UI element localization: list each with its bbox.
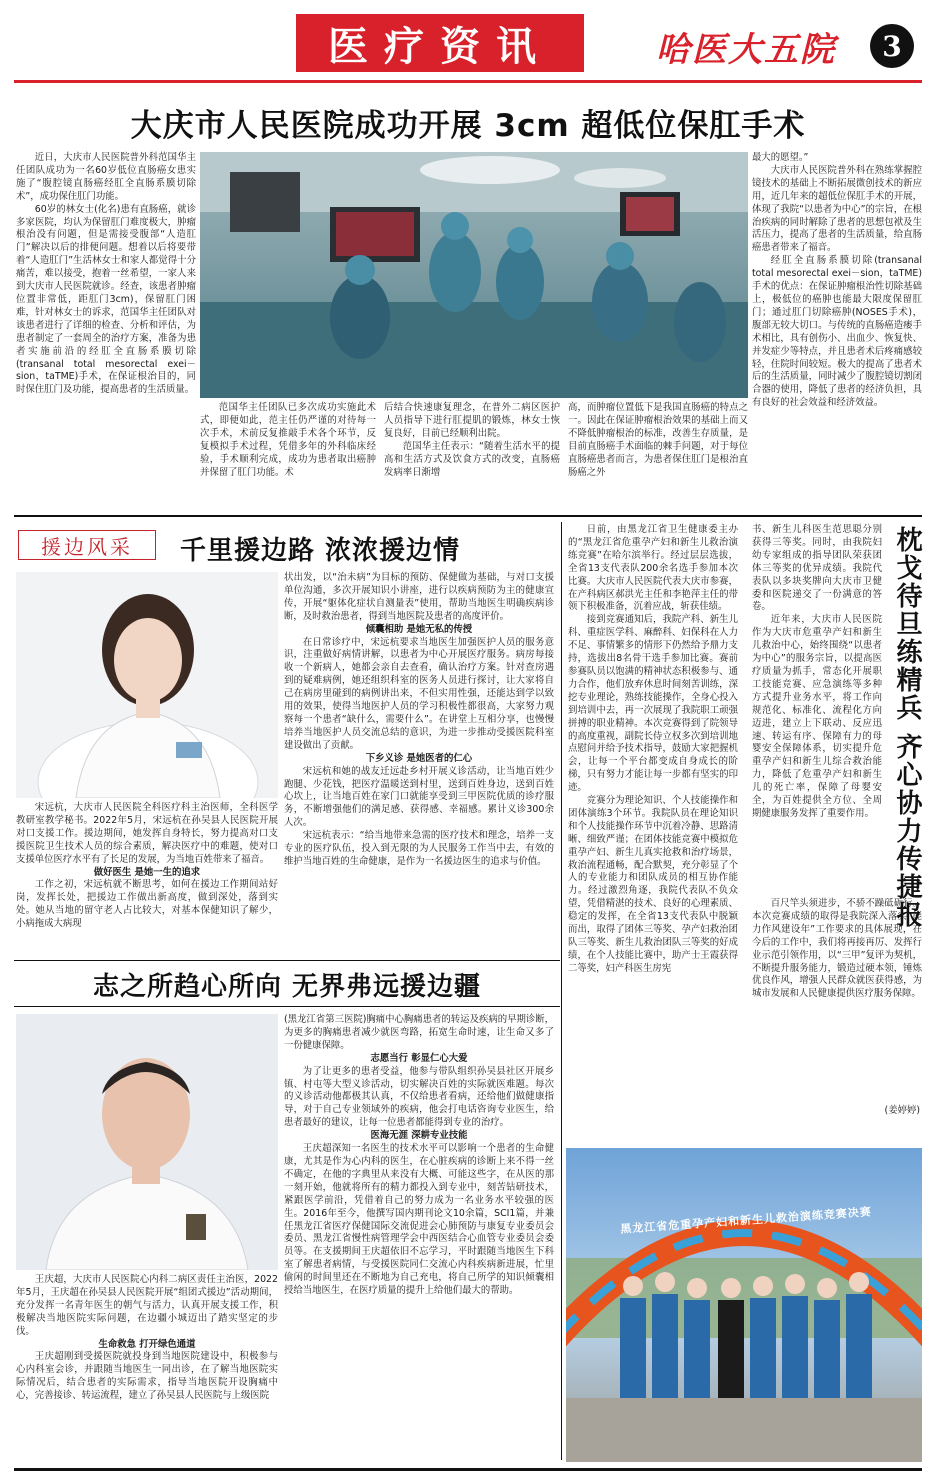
article3-caption: 王庆超，大庆市人民医院心内科二病区责任主治医，2022年5月，王庆超在孙吴县人民医院开展“组团式援边”活动期间，充分发挥一名青年医生的朝气与活力，认真开展支援工作，积极解决当地医院实际问题，在边疆小城迈出了踏实坚定的步伐。 [16, 1274, 278, 1337]
article2-subhead: 倾囊相助 是她无私的传授 [365, 623, 473, 635]
article1-paragraph: 范国华主任团队已多次成功实施此术式，即便如此，范主任仍严谨的对待每一次手术，术前反复推敲手术各个环节，反复模拟手术过程，凭借多年的外科临床经验，手术顺利完成，成功为患者取出癌肿并保留了肛门功能。术 [200, 402, 376, 478]
article2-paragraph: 宋远杭表示：“给当地带来急需的医疗技术和理念，培养一支专业的医疗队伍，投入到无限的为人民服务工作当中去，有效的维护当地百姓的生命健康，是作为一名援边医生的追求与价值。 [284, 830, 554, 867]
article4-headline: 枕戈待旦练精兵 齐心协力传捷报 [892, 526, 922, 930]
article2-caption: 宋远杭，大庆市人民医院全科医疗科主治医师，全科医学教研室教学秘书。2022年5月，宋远杭在孙吴县人民医院开展对口支援工作。援边期间，她发挥自身特长，努力提高对口支援医院卫生技术人员的综合素质，解决医疗中的难题，使对口支援单位医疗水平有了长足的发展，为当地百姓带来了福音。 [16, 802, 278, 865]
article1-column-2 [200, 402, 376, 479]
article1-column-1 [16, 152, 196, 397]
article4-byline: (姜婷婷) [884, 1105, 920, 1116]
section-title-banner [296, 14, 584, 72]
article1-paragraph: 最大的愿望。” [752, 152, 809, 163]
article4-paragraph: 书、新生儿科医生范思聪分别获得三等奖。同时，由我院妇幼专家组成的指导团队荣获团体三等奖的优异成绩。我院代表队以多块奖牌向大庆市卫健委和医院递交了一份满意的答卷。 [752, 524, 882, 613]
article3-paragraph: 王庆超深知一名医生的技术水平可以影响一个患者的生命健康，尤其是作为心内科的医生，在心脏疾病的诊断上来不得一丝不确定，在他的字典里从来没有大概、可能这些字，在从医的那一刻开始，他就将所有的精力都投入到专业中，刻苦钻研技术，紧跟医学前沿，凭借着自己的努力成为一名业务水平较强的医生。2016年至今，他撰写国内期刊论文10余篇，SCI1篇，并兼任黑龙江省医疗保健国际交流促进会心肺预防与康复专业委员会委员、黑龙江省慢性病管理学会中西医结合心血管专业委员会委员等。在支援期间王庆超依旧不忘学习，平时跟随当地医生下科室了解患者病情，与受援医院同仁交流心内科疾病新进展，忙里偷闲的时间里还在不断地为自己充电，将自己所学的知识倾囊相授给当地医生，在医疗质量的提升上给他们最大的帮助。 [284, 1143, 554, 1297]
banner-text: 黑龙江省危重孕产妇和新生儿救治演练竞赛决赛 [619, 1205, 873, 1236]
article4-paragraph: 竞赛分为理论知识、个人技能操作和团体演练3个环节。我院队员在理论知识和个人技能操作环节中沉着冷静、思路清晰、细致严谨；在团体技能竞赛中模拟危重孕产妇、新生儿真实抢救和治疗场景，救治流程通畅，配合默契，充分彰显了个人的专业能力和团队成员的相互协作能力。经过激烈角逐，我院代表队不负众望，凭借精湛的技术、良好的心理素质、稳定的发挥，在全省13支代表队中脱颖而出，取得了团体三等奖、孕产妇救治团队三等奖、新生儿救治团队三等奖的好成绩，在个人技能比赛中，助产士王霞获得二等奖，妇产科医生房宪 [568, 795, 738, 974]
article1-paragraph: 范国华主任表示：“随着生活水平的提高和生活方式及饮食方式的改变，直肠癌发病率日渐增 [384, 440, 560, 478]
column-tag [18, 530, 156, 560]
article3-headline: 志之所趋心所向 无界弗远援边疆 [92, 972, 482, 1002]
article2-subhead: 做好医生 是她一生的追求 [93, 866, 201, 878]
surgery-photo [200, 152, 748, 398]
column-tag-label: 援边风采 [41, 534, 133, 559]
article1-paragraph: 大庆市人民医院普外科在熟练掌握腔镜技术的基础上不断拓展微创技术的新应用，近几年来的超低位保肛手术的开展，体现了我院“以患者为中心”的宗旨，在根治疾病的同时解除了患者的思想包袱及生活压力，提高了患者的生活质量，给直肠癌患者带来了福音。 [752, 164, 922, 254]
portrait-wang-qingchao [16, 1014, 278, 1270]
competition-team-photo [566, 1148, 922, 1462]
article2-paragraph: 宋远杭和她的战友迁远赴乡村开展义诊活动，让当地百姓少跑腿、少花钱，把医疗温暖送到村里，送到百姓身边，送到百姓心坎上，让当地百姓在家门口就能享受到三甲医院优质的诊疗服务，不断增强他们的满足感、获得感、幸福感。累计义诊300余人次。 [284, 765, 554, 829]
portrait-illustration [16, 1014, 278, 1270]
article1-column-3 [384, 402, 560, 479]
section-title: 医疗资讯 [328, 22, 552, 70]
article1-paragraph: 高，而肿瘤位置低下是我国直肠癌的特点之一。因此在保证肿瘤根治效果的基础上而又不降低肿瘤根治的标准，改善生存质量，是目前直肠癌手术面临的棘手问题，对于每位直肠癌患者而言，为患者保住肛门是根治直肠癌之外 [568, 402, 748, 478]
article1-headline: 大庆市人民医院成功开展 3cm 超低位保肛手术 [130, 108, 806, 144]
article2-right-column [284, 572, 554, 869]
article1-column-5 [752, 152, 922, 410]
article3-subhead: 志愿当行 彰显仁心大爱 [370, 1052, 468, 1064]
team-photo-illustration [566, 1148, 922, 1462]
section-divider [14, 515, 922, 517]
portrait-illustration [16, 572, 278, 798]
surgery-scene-illustration [200, 152, 748, 398]
article1-column-4 [568, 402, 748, 479]
article2-subhead: 下乡义诊 是她医者的仁心 [365, 752, 473, 764]
article4-paragraph: 近年来，大庆市人民医院作为大庆市危重孕产妇和新生儿救治中心，始终围绕“以患者为中心”的服务宗旨，以提高医疗质量为抓手，常态化开展职工技能竞赛、应急演练等多种方式提升业务水平，将工作向规范化、标准化、流程化方向迈进，建立上下联动、反应迅速、转运有序、保障有力的母婴安全保障体系，切实提升危重孕产妇和新生儿综合救治能力，降低了危重孕产妇和新生儿的死亡率，保障了母婴安全，为百姓提供全方位、全周期健康服务发挥了重要作用。 [752, 614, 882, 819]
article-divider [14, 1006, 560, 1007]
bottom-rule [14, 1468, 922, 1471]
article3-paragraph: 为了让更多的患者受益，他参与带队组织孙吴县社区开展乡镇、村屯等大型义诊活动，切实解决百姓的实际就医难题。每次的义诊活动他都极其认真，不仅给患者看病，还给他们做健康指导，对于自己专业领域外的疾病，他会打电话咨询专业医生，给患者最好的建议，让每一位患者都能得到专业的治疗。 [284, 1065, 554, 1129]
article1-paragraph: 60岁的林女士(化名)患有直肠癌，就诊多家医院，均认为保留肛门难度极大，肿瘤根治没有问题，但是需接受腹部“人造肛门”解决以后的排便问题。想着以后将要带着“人造肛门”生活林女士和家人都觉得十分痛苦，难以接受，抱着一丝希望，一家人来到大庆市人民医院就诊。经查，该患者肿瘤位置非常低，距肛门3cm)，保留肛门困难，针对林女士的诉求，范国华主任团队对该患者进行了详细的检查、分析和评估，为患者制定了一套周全的治疗方案，准备为患者实施前沿的经肛全直肠系膜切除(transanal total mesorectal exei－sion，taTME)手术，在保证根治目的，同时保住肛门及功能，提高患者的生活质量。 [16, 203, 196, 396]
article4-column-2a [752, 524, 882, 821]
article2-paragraph: 状出发，以“治未病”为目标的预防、保健做为基础，与对口支援单位沟通，多次开展知识小讲座，进行以疾病预防为主的健康宣传，开展“躯体化症状自测量表”使用，帮助当地医生明确疾病诊断，及时救治患者，得到当地医院及患者的高度评价。 [284, 572, 554, 622]
article2-headline: 千里援边路 浓浓援边情 [180, 536, 461, 566]
article3-subhead: 生命救急 打开绿色通道 [98, 1338, 196, 1350]
article2-paragraph: 工作之初，宋远杭就不断思考，如何在援边工作期间站好岗，发挥长处，把援边工作做出新高度，做到深处，落到实处。她从当地的留守老人占比较大，对基本保健知识了解少，小病拖成大病现 [16, 879, 278, 930]
article2-paragraph: 在日常诊疗中，宋远杭要求当地医生加强医护人员的服务意识，注重做好病情讲解，以患者为中心开展医疗服务。病房每接收一个新病人，她都会亲自去查看，确认治疗方案。针对查房遇到的疑难病例，她还组织科室的医务人员进行探讨，让大家将自己在病房里碰到的病例讲出来，不但实用性强，还能达到学以致用的效果，使得当地医护人员的学习积极性都很高，大家努力观察每一个患者“缺什么，需要什么”。在讲堂上互相分享，也慢慢培养当地医护人员交流总结的意识，为进一步推动受援医院科室建设做出了贡献。 [284, 636, 554, 751]
article4-paragraph: 接到竞赛通知后，我院产科、新生儿科、重症医学科、麻醉科、妇保科在人力不足、事情繁多的情形下仍然给予鼎力支持，选拔出8名骨干选手参加比赛。赛前参赛队员以饱满的精神状态积极参与、通力合作，他们放弃休息时间刻苦训练，深挖专业理论，熟练技能操作，全身心投入到培训中去，再一次展现了我院职工顽强拼搏的职业精神。本次竞赛得到了院领导的高度重视，副院长侍立权多次到培训地点慰问并给予技术指导，鼓励大家把握机会，让每一个平台都变成自身成长的阶梯，只有努力才能让每一步都有坚实的印迹。 [568, 614, 738, 794]
page-number-badge [870, 24, 914, 68]
article3-right-column [284, 1014, 554, 1298]
article4-column-1 [568, 524, 738, 976]
article3-paragraph: (黑龙江省第三医院)胸痛中心胸痛患者的转运及疾病的早期诊断，为更多的胸痛患者减少就医弯路，拓宽生命时速，让生命又多了一份健康保障。 [284, 1014, 554, 1051]
article4-paragraph: 日前，由黑龙江省卫生健康委主办的“黑龙江省危重孕产妇和新生儿救治演练竞赛”在哈尔滨举行。经过层层选拔，全省13支代表队200余名选手参加本次比赛。大庆市人民医院代表大庆市参赛，在产科病区郝洪光主任和李艳萍主任的带领下积极准备，沉着应战，斩获佳绩。 [568, 524, 738, 613]
portrait-song-yuanhang [16, 572, 278, 798]
article1-paragraph: 经肛全直肠系膜切除(transanal total mesorectal exei－sion，taTME)手术的优点：在保证肿瘤根治性切除基础上，极低位的癌肿也能最大限度保留肛门；通过肛门切除癌肿(NOSES手术)，腹部无较大切口。与传统的直肠癌造瘘手术相比，具有创伤小、出血少、恢复快、并发症少等特点，并且患者术后疼痛感较轻，住院时间较短。极大的提高了患者术后的生活质量，同时减少了腹腔镜切割闭合器的使用，降低了患者的经济负担，具有良好的社会效益和经济效益。 [752, 255, 922, 409]
article3-subhead: 医海无涯 深耕专业技能 [370, 1130, 468, 1142]
article3-left-column [16, 1274, 278, 1403]
article2-left-column [16, 802, 278, 931]
article1-paragraph: 后结合快速康复理念，在普外二病区医护人员指导下进行肛提肌的锻炼，林女士恢复良好，目前已经顺利出院。 [384, 402, 560, 439]
paper-name: 哈医大五院 [656, 30, 836, 70]
column-divider [561, 522, 562, 1460]
article1-paragraph: 近日，大庆市人民医院普外科范国华主任团队成功为一名60岁低位直肠癌女患实施了“腹腔镜直肠癌经肛全直肠系膜切除术”，成功保住肛门功能。 [16, 152, 196, 202]
masthead-rule [14, 80, 922, 83]
article3-paragraph: 王庆超刚到受援医院就投身到当地医院建设中，积极参与心内科室会诊，并跟随当地医生一同出诊，在了解当地医院实际情况后，结合患者的实际需求，指导当地医院开设胸痛中心，完善接诊、转运流程，建立了孙吴县人民医院与上级医院 [16, 1351, 278, 1402]
page-number: 3 [882, 29, 902, 63]
article4-paragraph: 百尺竿头须进步，不骄不躁砥砺行。本次竞赛成绩的取得是我院深入落实“能力作风建设年”工作要求的具体展现，在今后的工作中，我们将再接再厉、发挥行业示范引领作用，以“三甲”复评为契机，不断提升服务能力，锻造过硬本领，锤炼优良作风，增强人民群众就医获得感，为城市发展和人民健康提供医疗服务保障。 [752, 898, 922, 1000]
article-divider [14, 960, 560, 961]
